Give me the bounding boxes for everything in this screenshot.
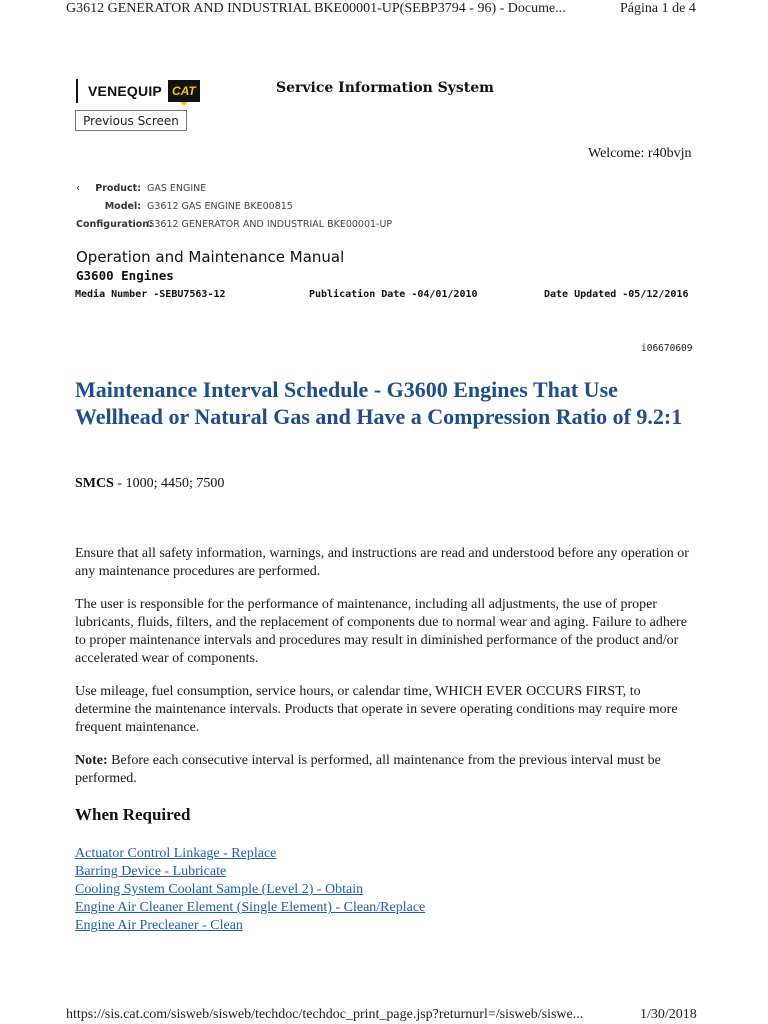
link-engine-air-cleaner-element[interactable]: Engine Air Cleaner Element (Single Element) - Clean/Replace xyxy=(75,900,426,915)
document-id: i06670609 xyxy=(641,343,693,354)
note-text: Before each consecutive interval is performed, all maintenance from the previous interval must be performed. xyxy=(75,753,661,786)
breadcrumb-product-value: GAS ENGINE xyxy=(147,183,207,194)
link-actuator-control-linkage[interactable]: Actuator Control Linkage - Replace xyxy=(75,846,277,861)
media-number: Media Number -SEBU7563-12 xyxy=(75,289,226,300)
when-required-links xyxy=(75,845,425,935)
link-engine-air-precleaner[interactable]: Engine Air Precleaner - Clean xyxy=(75,918,243,933)
system-title: Service Information System xyxy=(276,80,494,96)
previous-screen-button[interactable]: Previous Screen xyxy=(75,110,187,131)
smcs-codes xyxy=(75,476,224,492)
smcs-label: SMCS xyxy=(75,476,114,491)
date-updated: Date Updated -05/12/2016 xyxy=(544,289,689,300)
breadcrumb-model-label: Model: xyxy=(104,201,141,212)
chevron-left-icon[interactable]: ‹ xyxy=(76,183,80,194)
paragraph-note xyxy=(75,752,695,788)
print-page-indicator: Página 1 de 4 xyxy=(620,1,696,16)
publication-date: Publication Date -04/01/2010 xyxy=(309,289,478,300)
manual-title: Operation and Maintenance Manual xyxy=(76,248,345,266)
manual-subtitle: G3600 Engines xyxy=(76,268,174,283)
cat-logo-icon: CAT xyxy=(168,80,200,102)
link-cooling-system-coolant-sample[interactable]: Cooling System Coolant Sample (Level 2) - Obtain xyxy=(75,882,364,897)
paragraph-safety: Ensure that all safety information, warnings, and instructions are read and understood before any operation or any maintenance procedures are performed. xyxy=(75,546,689,579)
note-label: Note: xyxy=(75,753,108,768)
print-footer-url: https://sis.cat.com/sisweb/sisweb/techdoc/techdoc_print_page.jsp?returnurl=/sisweb/siswe... xyxy=(66,1007,584,1022)
print-header-title: G3612 GENERATOR AND INDUSTRIAL BKE00001-UP(SEBP3794 - 96) - Docume... xyxy=(66,1,566,16)
breadcrumb xyxy=(76,180,392,234)
article-title: Maintenance Interval Schedule - G3600 Engines That Use Wellhead or Natural Gas and Have a Compression Ratio of 9.2:1 xyxy=(75,377,683,429)
paragraph-responsibility: The user is responsible for the performance of maintenance, including all adjustments, the use of proper lubricants, fluids, filters, and the replacement of components due to normal wear and aging. Failure to adhere to proper maintenance intervals and procedures may result in diminished performance of the product and/or accelerated wear of components. xyxy=(75,597,687,666)
section-heading-when-required: When Required xyxy=(75,805,191,824)
paragraph-intervals: Use mileage, fuel consumption, service hours, or calendar time, WHICH EVER OCCURS FIRST, to determine the maintenance intervals. Products that operate in severe operating conditions may require more frequent maintenance. xyxy=(75,684,678,735)
smcs-value: - 1000; 4450; 7500 xyxy=(113,476,225,491)
print-footer-date: 1/30/2018 xyxy=(640,1007,697,1022)
venequip-cat-logo xyxy=(76,76,194,106)
link-barring-device[interactable]: Barring Device - Lubricate xyxy=(75,864,227,879)
dealer-logo-text: VENEQUIP xyxy=(76,79,162,103)
breadcrumb-model-value: G3612 GAS ENGINE BKE00815 xyxy=(147,201,293,212)
welcome-user: Welcome: r40bvjn xyxy=(588,146,692,161)
breadcrumb-product-label: Product: xyxy=(95,183,141,194)
breadcrumb-configuration xyxy=(76,216,392,234)
breadcrumb-config-value: G3612 GENERATOR AND INDUSTRIAL BKE00001-UP xyxy=(147,219,393,230)
breadcrumb-model xyxy=(76,198,392,216)
breadcrumb-product[interactable] xyxy=(76,180,392,198)
breadcrumb-config-label: Configuration: xyxy=(76,219,153,230)
